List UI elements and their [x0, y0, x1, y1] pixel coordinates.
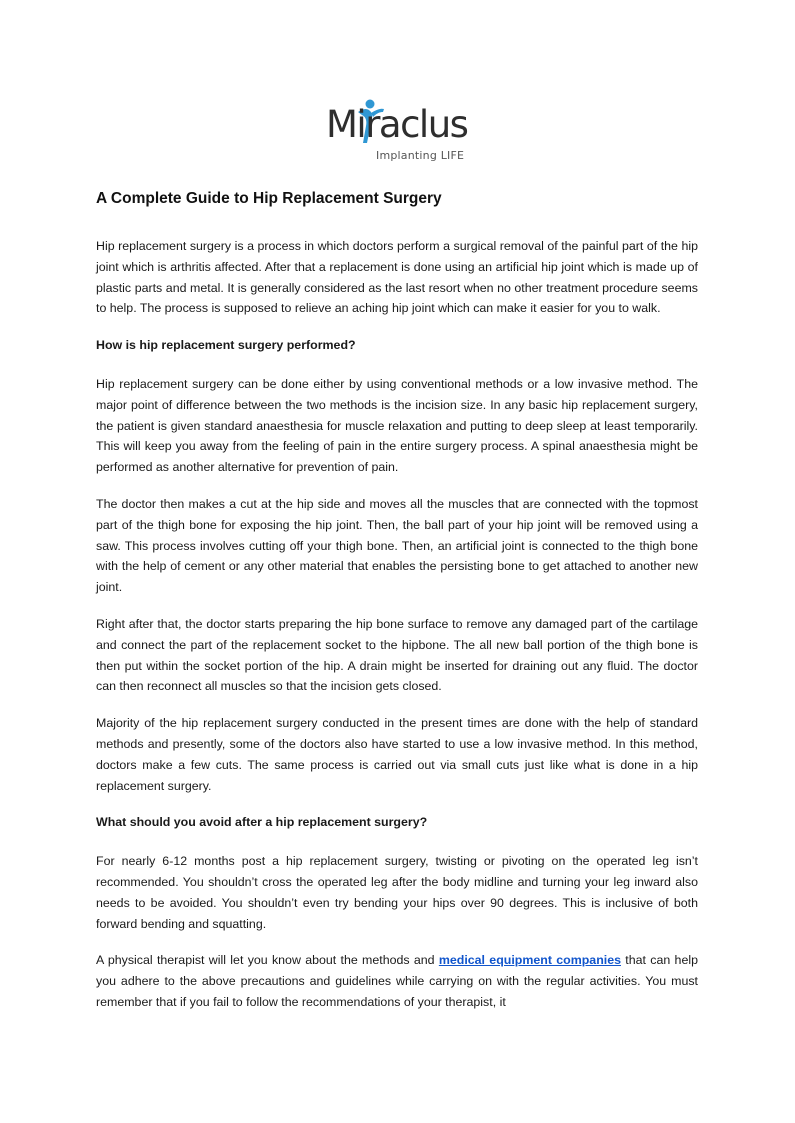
section-heading-avoid: What should you avoid after a hip replacement surgery? [96, 815, 428, 830]
brand-tagline: Implanting LIFE [376, 149, 465, 162]
brand-name: Miraclus [326, 103, 468, 146]
paragraph-socket: Right after that, the doctor starts preparing the hip bone surface to remove any damaged part of the cartilage and connect the part of the replacement socket to the hipbone. The all new ball portion of the thigh bone is then put within the socket portion of the hip. A drain might be inserted for draining out any fluid. The doctor can then reconnect all muscles so that the incision gets closed. [96, 616, 698, 694]
intro-paragraph: Hip replacement surgery is a process in which doctors perform a surgical removal of the painful part of the hip joint which is arthritis affected. After that a replacement is done using an artificial hip joint which is made up of plastic parts and metal. It is generally considered as the last resort when no other treatment procedure seems to help. The process is supposed to relieve an aching hip joint which can make it easier for you to walk. [96, 239, 698, 316]
paragraph-therapist [96, 950, 698, 1012]
paragraph-standard-methods: Majority of the hip replacement surgery conducted in the present times are done with the help of standard methods and presently, some of the doctors also have started to use a low invasive method. In this method, doctors make a few cuts. The same process is carried out via small cuts just like what is done in a hip replacement surgery. [96, 716, 698, 793]
paragraph-methods: Hip replacement surgery can be done either by using conventional methods or a low invasive method. The major point of difference between the two methods is the incision size. In any basic hip replacement surgery, the patient is given standard anaesthesia for muscle relaxation and putting to deep sleep at least temporarily. This will keep you away from the feeling of pain in the entire surgery process. A spinal anaesthesia might be performed as another alternative for prevention of pain. [96, 376, 698, 475]
paragraph-cut: The doctor then makes a cut at the hip side and moves all the muscles that are connected with the topmost part of the thigh bone for exposing the hip joint. Then, the ball part of your hip joint will be removed using a saw. This process involves cutting off your thigh bone. Then, an artificial joint is connected to the thigh bone with the help of cement or any other material that enables the persisting bone to get attached to another new joint. [96, 496, 698, 595]
brand-logo [326, 96, 472, 168]
therapist-text-after: that can help you adhere to the above precautions and guidelines while carrying on with the regular activities. You must remember that if you fail to follow the recommendations of your therapist, it [96, 953, 698, 1009]
therapist-text-before: A physical therapist will let you know about the methods and [96, 953, 439, 968]
section-heading-how-performed: How is hip replacement surgery performed? [96, 338, 356, 353]
medical-equipment-link[interactable]: medical equipment companies [438, 953, 621, 968]
page-title: A Complete Guide to Hip Replacement Surgery [96, 190, 442, 207]
paragraph-precautions: For nearly 6-12 months post a hip replacement surgery, twisting or pivoting on the operated leg isn’t recommended. You shouldn’t cross the operated leg after the body midline and turning your leg inward also needs to be avoided. You shouldn’t even try bending your hips over 90 degrees. This is inclusive of both forward bending and squatting. [96, 854, 698, 931]
article-body [96, 190, 698, 1029]
